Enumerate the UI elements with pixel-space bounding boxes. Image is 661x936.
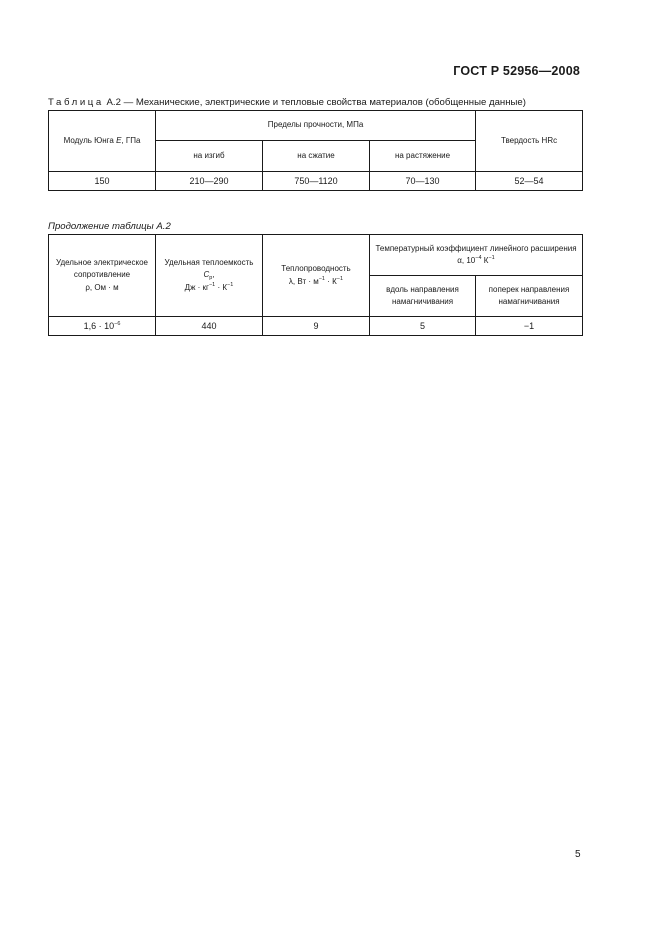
thermal-conductivity-exp-a: −1 (318, 275, 325, 282)
along-magnetization-value: 5 (370, 317, 476, 336)
resistivity-value-base: 1,6 · 10 (83, 320, 115, 331)
across-magnetization-value: −1 (476, 317, 583, 336)
expansion-coefficient-header (370, 235, 583, 276)
tension-value: 70—130 (370, 172, 476, 191)
resistivity-header (49, 235, 156, 317)
young-modulus-header (49, 111, 156, 172)
thermal-conductivity-header (263, 235, 370, 317)
heat-capacity-subscript: р (209, 275, 213, 282)
strength-limits-header: Пределы прочности, МПа (156, 111, 476, 141)
continuation-caption: Продолжение таблицы А.2 (48, 221, 171, 232)
hardness-header: Твердость HRc (476, 111, 583, 172)
expansion-coefficient-exp-b: −1 (488, 255, 495, 261)
document-id: ГОСТ Р 52956—2008 (453, 64, 580, 78)
expansion-coefficient-label: Температурный коэффициент линейного расширения (375, 243, 577, 253)
young-modulus-value: 150 (49, 172, 156, 191)
resistivity-label: Удельное электрическое сопротивление (56, 257, 148, 280)
young-modulus-unit: , ГПа (121, 135, 141, 145)
heat-capacity-exp-b: −1 (227, 281, 234, 288)
table-label: Таблица (48, 97, 104, 108)
table-a2-caption-text: А.2 — Механические, электрические и тепловые свойства материалов (обобщенные данные) (106, 97, 526, 108)
heat-capacity-value: 440 (156, 317, 263, 336)
heat-capacity-exp-a: −1 (208, 281, 216, 288)
bending-value: 210—290 (156, 172, 263, 191)
bending-header: на изгиб (156, 141, 263, 172)
page-number: 5 (575, 849, 581, 860)
resistivity-unit: ρ, Ом · м (85, 282, 119, 292)
across-magnetization-header: поперек направления намагничивания (476, 276, 583, 317)
thermal-conductivity-unit-a: λ, Вт · м (288, 276, 319, 286)
tension-header: на растяжение (370, 141, 476, 172)
thermal-conductivity-exp-b: −1 (336, 275, 344, 282)
properties-table (48, 110, 583, 191)
expansion-coefficient-exp-a: −4 (475, 255, 482, 261)
thermal-conductivity-unit-b: · К (327, 276, 337, 286)
resistivity-value-exp: −6 (114, 320, 121, 327)
resistivity-value (49, 317, 156, 336)
along-magnetization-header: вдоль направления намагничивания (370, 276, 476, 317)
compression-header: на сжатие (263, 141, 370, 172)
thermal-conductivity-value: 9 (263, 317, 370, 336)
heat-capacity-label: Удельная теплоемкость (164, 257, 254, 267)
heat-capacity-header: Удельная теплоемкость $C_р$, Дж · $кг^{-1} \cdot К^{-1}$ (156, 235, 263, 317)
properties-table-continued (48, 234, 583, 336)
heat-capacity-symbol: C (203, 270, 210, 280)
heat-capacity-unit-a: Дж · кг (184, 282, 209, 292)
table-a2-caption (48, 97, 526, 108)
compression-value: 750—1120 (263, 172, 370, 191)
expansion-coefficient-unit-b: К (483, 256, 489, 265)
hardness-value: 52—54 (476, 172, 583, 191)
young-modulus-label: Модуль Юнга (63, 135, 114, 145)
thermal-conductivity-label: Теплопроводность (281, 264, 351, 273)
young-modulus-symbol: E (116, 135, 122, 145)
heat-capacity-unit-b: · К (217, 282, 228, 292)
expansion-coefficient-unit-a: α, 10 (457, 256, 476, 265)
